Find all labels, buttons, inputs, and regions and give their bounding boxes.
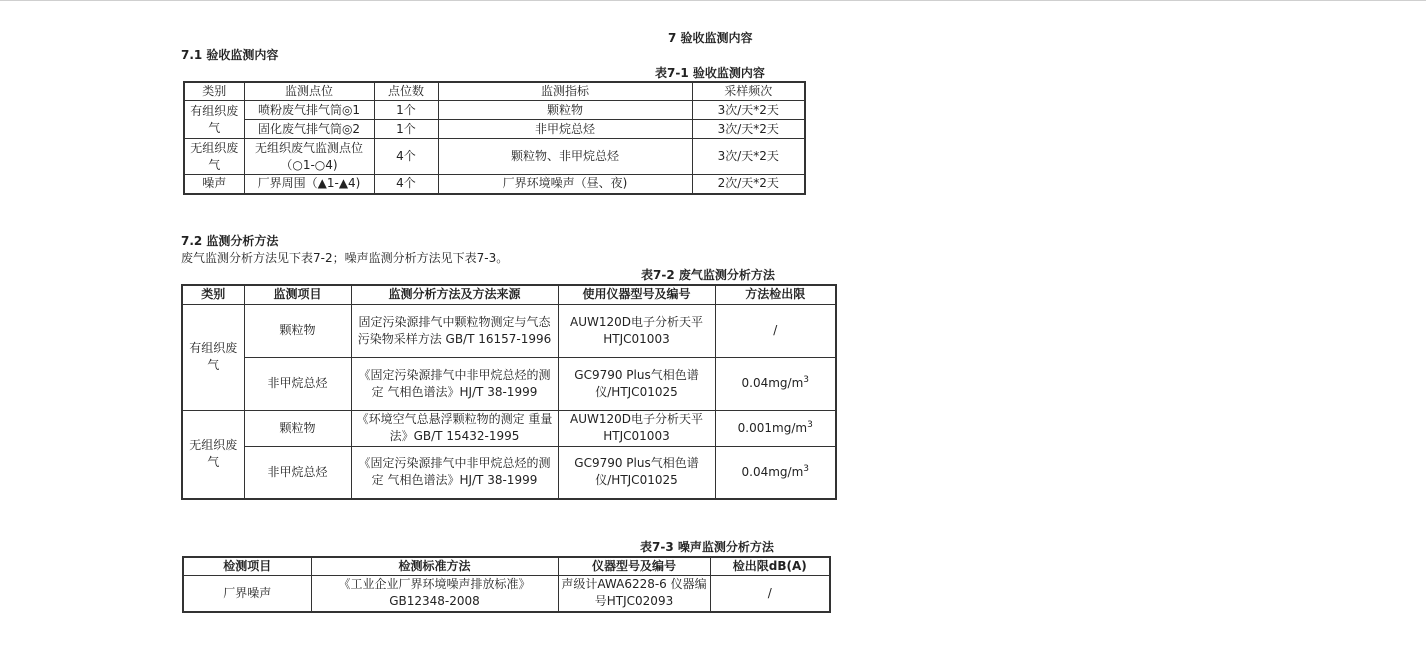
frequency-cell: 3次/天*2天 [692, 120, 805, 139]
col-header-detection-limit: 检出限dB(A) [710, 557, 830, 576]
table-row [182, 410, 836, 446]
section-7-2-heading: 7.2 监测分析方法 [181, 234, 279, 248]
count-cell: 1个 [374, 120, 438, 139]
table-row [182, 304, 836, 357]
col-header-point: 监测点位 [244, 82, 374, 101]
count-cell: 1个 [374, 101, 438, 120]
method-cell: 《环境空气总悬浮颗粒物的测定 重量法》GB/T 15432-1995 [351, 410, 558, 446]
index-cell: 厂界环境噪声（昼、夜) [438, 175, 692, 194]
limit-value: 0.04mg/m [741, 464, 804, 479]
instrument-cell: AUW120D电子分析天平HTJC01003 [558, 410, 715, 446]
limit-exponent: 3 [807, 419, 813, 430]
detection-limit-cell [715, 304, 836, 357]
table-row [182, 446, 836, 499]
table-7-1-caption: 表7-1 验收监测内容 [655, 66, 765, 80]
section-7-1-heading: 7.1 验收监测内容 [181, 48, 279, 62]
detection-limit-cell [715, 446, 836, 499]
detection-limit-cell [715, 410, 836, 446]
table-row [184, 101, 805, 120]
instrument-cell: GC9790 Plus气相色谱仪/HTJC01025 [558, 357, 715, 410]
table-7-1-monitoring-content [183, 81, 806, 195]
method-cell: 《固定污染源排气中非甲烷总烃的测定 气相色谱法》HJ/T 38-1999 [351, 357, 558, 410]
col-header-item: 检测项目 [183, 557, 311, 576]
index-cell: 非甲烷总烃 [438, 120, 692, 139]
limit-exponent: 3 [803, 375, 809, 385]
index-cell: 颗粒物 [438, 101, 692, 120]
chapter-title: 7 验收监测内容 [668, 31, 753, 45]
col-header-item: 监测项目 [244, 285, 351, 304]
point-cell: 厂界周围（▲1-▲4) [244, 175, 374, 194]
col-header-point-count: 点位数 [374, 82, 438, 101]
item-cell: 非甲烷总烃 [244, 446, 351, 499]
category-cell: 有组织废气 [182, 304, 244, 410]
item-cell: 颗粒物 [244, 410, 351, 446]
index-cell: 颗粒物、非甲烷总烃 [438, 139, 692, 175]
point-cell: 喷粉废气排气筒◎1 [244, 101, 374, 120]
table-row [183, 576, 830, 612]
count-cell: 4个 [374, 175, 438, 194]
category-cell: 有组织废气 [184, 101, 244, 139]
frequency-cell: 3次/天*2天 [692, 101, 805, 120]
section-7-2-paragraph: 废气监测分析方法见下表7-2；噪声监测分析方法见下表7-3。 [181, 251, 509, 265]
category-cell: 噪声 [184, 175, 244, 194]
point-cell: 固化废气排气筒◎2 [244, 120, 374, 139]
col-header-detection-limit: 方法检出限 [715, 285, 836, 304]
method-cell: 固定污染源排气中颗粒物测定与气态污染物采样方法 GB/T 16157-1996 [351, 304, 558, 357]
table-7-2-gas-analysis-methods [181, 284, 837, 500]
table-7-3-noise-analysis-methods [182, 556, 831, 613]
table-7-2-caption: 表7-2 废气监测分析方法 [641, 268, 775, 282]
col-header-category: 类别 [184, 82, 244, 101]
count-cell: 4个 [374, 139, 438, 175]
table-row [182, 357, 836, 410]
item-cell: 厂界噪声 [183, 576, 311, 612]
table-header-row [182, 285, 836, 304]
instrument-cell: 声级计AWA6228-6 仪器编号HTJC02093 [558, 576, 710, 612]
category-cell: 无组织废气 [182, 410, 244, 499]
instrument-cell: GC9790 Plus气相色谱仪/HTJC01025 [558, 446, 715, 499]
point-cell: 无组织废气监测点位（○1-○4) [244, 139, 374, 175]
table-row [184, 120, 805, 139]
frequency-cell: 3次/天*2天 [692, 139, 805, 175]
limit-value: 0.001mg/m [737, 420, 808, 435]
col-header-index: 监测指标 [438, 82, 692, 101]
col-header-category: 类别 [182, 285, 244, 304]
limit-value: / [773, 323, 778, 337]
col-header-instrument: 使用仪器型号及编号 [558, 285, 715, 304]
table-header-row [183, 557, 830, 576]
table-7-3-caption: 表7-3 噪声监测分析方法 [640, 540, 774, 554]
method-cell: 《工业企业厂界环境噪声排放标准》GB12348-2008 [311, 576, 558, 612]
col-header-method: 监测分析方法及方法来源 [351, 285, 558, 304]
limit-value: 0.04mg/m [741, 376, 804, 390]
item-cell: 非甲烷总烃 [244, 357, 351, 410]
detection-limit-cell: / [710, 576, 830, 612]
method-cell: 《固定污染源排气中非甲烷总烃的测定 气相色谱法》HJ/T 38-1999 [351, 446, 558, 499]
table-row [184, 175, 805, 194]
top-border-line [0, 0, 1426, 1]
frequency-cell: 2次/天*2天 [692, 175, 805, 194]
instrument-cell: AUW120D电子分析天平HTJC01003 [558, 304, 715, 357]
limit-exponent: 3 [803, 463, 809, 474]
table-header-row [184, 82, 805, 101]
col-header-method: 检测标准方法 [311, 557, 558, 576]
item-cell: 颗粒物 [244, 304, 351, 357]
category-cell: 无组织废气 [184, 139, 244, 175]
col-header-instrument: 仪器型号及编号 [558, 557, 710, 576]
detection-limit-cell [715, 357, 836, 410]
table-row [184, 139, 805, 175]
col-header-frequency: 采样频次 [692, 82, 805, 101]
